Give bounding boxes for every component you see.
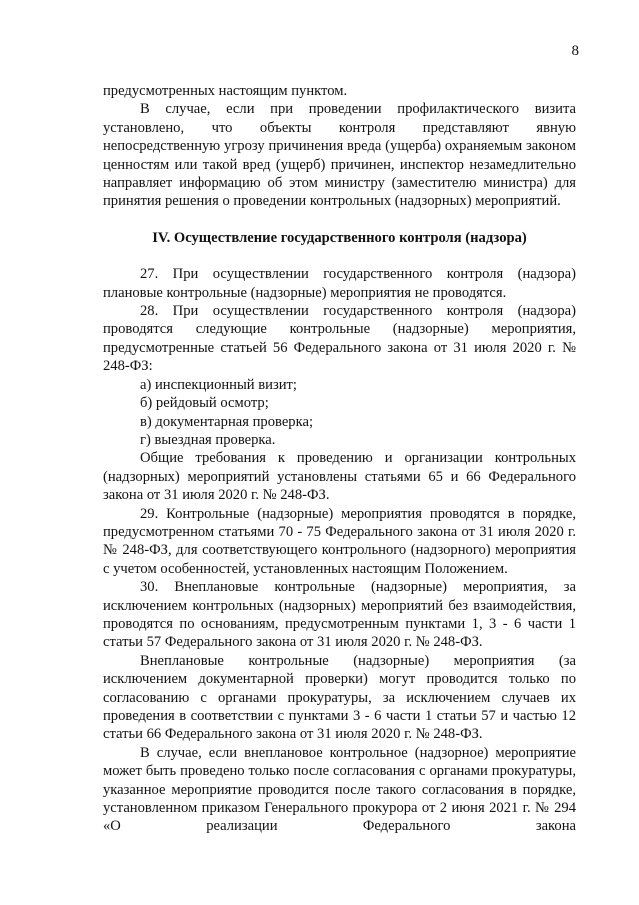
paragraph-30: 30. Внеплановые контрольные (надзорные) мероприятия, за исключением контрольных (надзорных) мероприятий без взаимодействия, проводятся по основаниям, предусмотренным пунктами 1, 3 - 6 части 1 статьи 57 Федерального закона от 31 июля 2020 г. № 248-ФЗ. bbox=[103, 579, 576, 651]
paragraph-29: 29. Контрольные (надзорные) мероприятия проводятся в порядке, предусмотренном статьями 70 - 75 Федерального закона от 31 июля 2020 г. № 248-ФЗ, для соответствующего контрольного (надзорного) мероприятия с учетом особенностей, установленных настоящим Положением. bbox=[103, 505, 576, 577]
list-item-d: г) выездная проверка. bbox=[140, 431, 276, 448]
paragraph-preventive-visit: В случае, если при проведении профилактического визита установлено, что объекты контроля представляют явную непосредственную угрозу причинения вреда (ущерба) охраняемым законом ценностям или такой вред (ущерб) причинен, инспектор незамедлительно направляет информацию об этом министру (заместителю министра) для принятия решения о проведении контрольных (надзорных) мероприятий. bbox=[103, 101, 576, 210]
paragraph-continuation: предусмотренных настоящим пунктом. bbox=[103, 83, 348, 99]
list-item-c: в) документарная проверка; bbox=[140, 413, 313, 430]
page-number: 8 bbox=[571, 43, 579, 59]
paragraph-28: 28. При осуществлении государственного контроля (надзора) проводятся следующие контрольные (надзорные) мероприятия, предусмотренные статьей 56 Федерального закона от 31 июля 2020 г. № 248-ФЗ: bbox=[103, 303, 576, 375]
paragraph-unscheduled: Внеплановые контрольные (надзорные) мероприятия (за исключением документарной проверки) могут проводится только по согласованию с органами прокуратуры, за исключением случаев их проведения в соответствии с пунктами 3 - 6 части 1 статьи 57 и частью 12 статьи 66 Федерального закона от 31 июля 2020 г. № 248-ФЗ. bbox=[103, 652, 576, 743]
paragraph-prosecutor-approval: В случае, если внеплановое контрольное (надзорное) мероприятие может быть проведено только после согласования с органами прокуратуры, указанное мероприятие проводится после такого согласования в порядке, установленном приказом Генерального прокурора от 2 июня 2021 г. № 294 «О реализации Федерального закона bbox=[103, 744, 576, 835]
list-item-b: б) рейдовый осмотр; bbox=[140, 395, 269, 412]
paragraph-27: 27. При осуществлении государственного контроля (надзора) плановые контрольные (надзорные) мероприятия не проводятся. bbox=[103, 266, 576, 301]
paragraph-general-requirements: Общие требования к проведению и организации контрольных (надзорных) мероприятий установлены статьями 65 и 66 Федерального закона от 31 июля 2020 г. № 248-ФЗ. bbox=[103, 450, 576, 504]
section-heading: IV. Осуществление государственного контроля (надзора) bbox=[152, 229, 527, 246]
list-item-a: а) инспекционный визит; bbox=[140, 376, 297, 393]
document-body bbox=[103, 82, 576, 836]
